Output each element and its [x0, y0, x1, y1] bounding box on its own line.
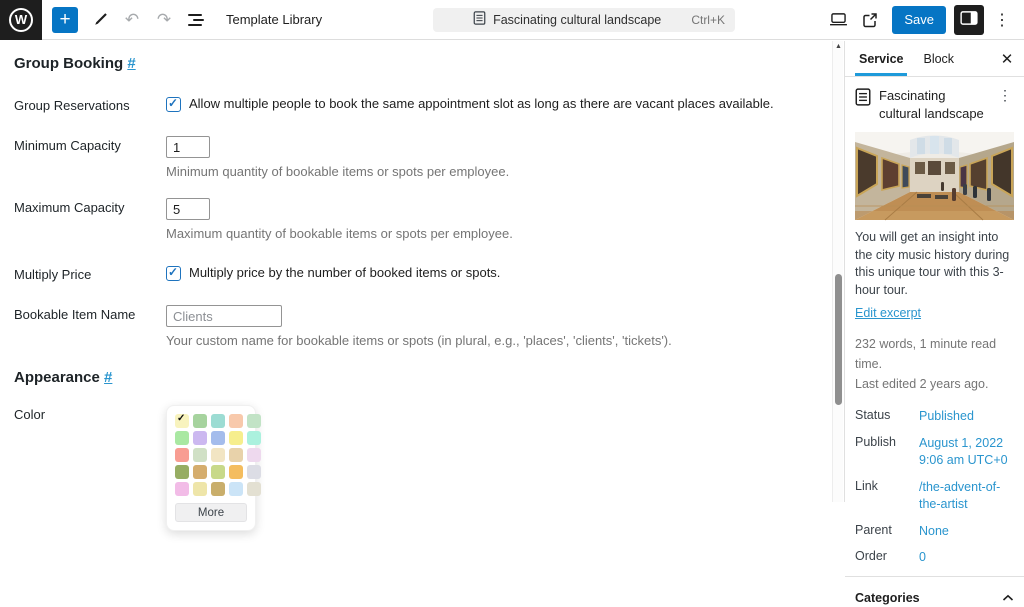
color-swatch[interactable]	[193, 465, 207, 479]
status-label: Status	[855, 408, 891, 423]
order-label: Order	[855, 549, 887, 564]
preview-devices-button[interactable]	[824, 6, 852, 34]
template-library-title: Template Library	[226, 12, 323, 27]
laptop-icon	[829, 12, 848, 27]
list-view-icon	[187, 13, 205, 27]
undo-button[interactable]	[118, 6, 146, 34]
color-swatch[interactable]	[211, 414, 225, 428]
redo-button[interactable]	[150, 6, 178, 34]
settings-editor-canvas	[0, 41, 833, 519]
color-swatch[interactable]	[193, 414, 207, 428]
pencil-icon	[92, 11, 109, 28]
group-booking-anchor-link[interactable]: #	[127, 55, 136, 72]
color-swatch[interactable]	[229, 465, 243, 479]
group-booking-heading-text: Group Booking	[14, 55, 124, 72]
multiply-price-checkbox[interactable]	[166, 266, 181, 281]
service-meta-list	[855, 408, 1014, 567]
bookable-item-name-help: Your custom name for bookable items or spots (in plural, e.g., 'places', 'clients', 'tickets').	[166, 333, 672, 348]
tab-service[interactable]: Service	[849, 41, 913, 76]
service-actions-button[interactable]	[996, 87, 1014, 104]
link-label: Link	[855, 478, 878, 493]
view-site-button[interactable]	[856, 6, 884, 34]
last-edited-text: Last edited 2 years ago.	[855, 377, 989, 392]
color-swatch[interactable]	[229, 448, 243, 462]
meta-row-link	[855, 479, 1014, 514]
link-value-link[interactable]: /the-advent-of-the-artist	[919, 479, 1001, 512]
service-summary-header	[855, 87, 1014, 122]
wordpress-w-icon: W	[9, 8, 33, 32]
chevron-up-icon	[1002, 589, 1014, 607]
maximum-capacity-label: Maximum Capacity	[14, 200, 125, 215]
categories-panel-toggle[interactable]	[845, 576, 1024, 607]
color-swatch[interactable]	[247, 482, 261, 496]
appearance-anchor-link[interactable]: #	[104, 369, 113, 386]
group-booking-heading	[14, 55, 833, 72]
color-row	[14, 405, 833, 531]
color-label: Color	[14, 407, 46, 422]
command-bar-document-name: Fascinating cultural landscape	[493, 13, 662, 27]
publish-value-link[interactable]: August 1, 2022 9:06 am UTC+0	[919, 435, 1008, 468]
word-count-text: 232 words, 1 minute read time.	[855, 337, 997, 372]
color-swatch[interactable]	[229, 482, 243, 496]
settings-sidebar-toggle-button[interactable]	[954, 5, 984, 35]
scrollbar-up-arrow[interactable]: ▲	[835, 43, 842, 50]
edit-excerpt-link[interactable]: Edit excerpt	[855, 306, 922, 321]
bookable-item-name-label: Bookable Item Name	[14, 307, 136, 322]
group-reservations-label: Group Reservations	[14, 98, 130, 113]
maximum-capacity-help: Maximum quantity of bookable items or spots per employee.	[166, 226, 513, 241]
undo-icon: ↶	[124, 9, 140, 29]
color-swatch[interactable]	[175, 465, 189, 479]
maximum-capacity-input[interactable]	[166, 198, 210, 220]
status-value-link[interactable]: Published	[919, 409, 974, 424]
multiply-price-description: Multiply price by the number of booked items or spots.	[189, 265, 501, 280]
close-icon: ✕	[1000, 50, 1014, 68]
color-swatch[interactable]	[175, 431, 189, 445]
color-swatch[interactable]	[247, 465, 261, 479]
settings-sidebar	[844, 41, 1024, 605]
multiply-price-label: Multiply Price	[14, 267, 92, 282]
color-swatch[interactable]	[247, 414, 261, 428]
appearance-heading	[14, 369, 833, 386]
scrollbar-thumb[interactable]	[835, 274, 842, 405]
list-view-button[interactable]	[182, 6, 210, 34]
color-swatch[interactable]	[211, 465, 225, 479]
document-stats	[855, 334, 1014, 394]
tab-block[interactable]: Block	[913, 41, 964, 76]
color-swatch[interactable]	[229, 431, 243, 445]
color-swatch[interactable]	[175, 448, 189, 462]
bookable-item-name-input[interactable]	[166, 305, 282, 327]
bookable-item-name-row	[14, 305, 833, 348]
color-palette-grid	[175, 414, 247, 496]
appearance-heading-text: Appearance	[14, 369, 100, 386]
document-icon	[855, 88, 871, 111]
meta-row-status	[855, 408, 1014, 426]
command-bar-shortcut: Ctrl+K	[691, 13, 725, 27]
command-palette-bar[interactable]	[433, 8, 735, 32]
group-reservations-checkbox[interactable]	[166, 97, 181, 112]
service-title: Fascinating cultural landscape	[879, 88, 984, 121]
order-value-link[interactable]: 0	[919, 550, 926, 565]
edit-mode-pencil-button[interactable]	[86, 6, 114, 34]
color-swatch[interactable]	[193, 431, 207, 445]
color-swatch[interactable]	[211, 482, 225, 496]
parent-value-link[interactable]: None	[919, 523, 949, 538]
external-link-icon	[862, 12, 878, 28]
block-inserter-button[interactable]: +	[52, 7, 78, 33]
color-swatch-selected[interactable]	[175, 414, 189, 428]
document-icon	[473, 11, 486, 30]
options-menu-button[interactable]	[988, 6, 1016, 34]
group-reservations-description: Allow multiple people to book the same appointment slot as long as there are vacant places available.	[189, 96, 774, 111]
group-reservations-row	[14, 96, 833, 113]
service-featured-image[interactable]	[855, 132, 1014, 220]
sidebar-tabs	[845, 41, 1024, 77]
color-swatch[interactable]	[193, 482, 207, 496]
color-swatch[interactable]	[211, 448, 225, 462]
minimum-capacity-row	[14, 136, 833, 179]
color-swatch[interactable]	[247, 448, 261, 462]
categories-panel-label: Categories	[855, 590, 920, 605]
color-picker-popover	[166, 405, 256, 531]
wordpress-logo[interactable]	[0, 0, 42, 40]
color-swatch[interactable]	[193, 448, 207, 462]
service-excerpt: You will get an insight into the city music history during this unique tour with this 3-hour tour.	[855, 230, 1010, 297]
save-button[interactable]: Save	[892, 6, 946, 34]
meta-row-order	[855, 549, 1014, 567]
color-swatch[interactable]	[229, 414, 243, 428]
publish-label: Publish	[855, 434, 896, 449]
close-sidebar-button[interactable]	[990, 41, 1024, 76]
meta-row-publish	[855, 435, 1014, 470]
parent-label: Parent	[855, 522, 892, 537]
minimum-capacity-label: Minimum Capacity	[14, 138, 121, 153]
minimum-capacity-input[interactable]	[166, 136, 210, 158]
main-scrollbar[interactable]	[832, 41, 843, 502]
multiply-price-row	[14, 265, 833, 282]
sidebar-panel-icon	[960, 11, 978, 28]
redo-icon: ↷	[156, 9, 172, 29]
meta-row-parent	[855, 523, 1014, 541]
color-more-button[interactable]: More	[175, 503, 247, 522]
more-options-icon: ⋮	[998, 87, 1012, 103]
maximum-capacity-row	[14, 198, 833, 241]
more-options-icon: ⋮	[994, 11, 1010, 29]
minimum-capacity-help: Minimum quantity of bookable items or spots per employee.	[166, 164, 510, 179]
color-swatch[interactable]	[211, 431, 225, 445]
color-swatch[interactable]	[175, 482, 189, 496]
editor-top-bar	[0, 0, 1024, 40]
color-swatch[interactable]	[247, 431, 261, 445]
